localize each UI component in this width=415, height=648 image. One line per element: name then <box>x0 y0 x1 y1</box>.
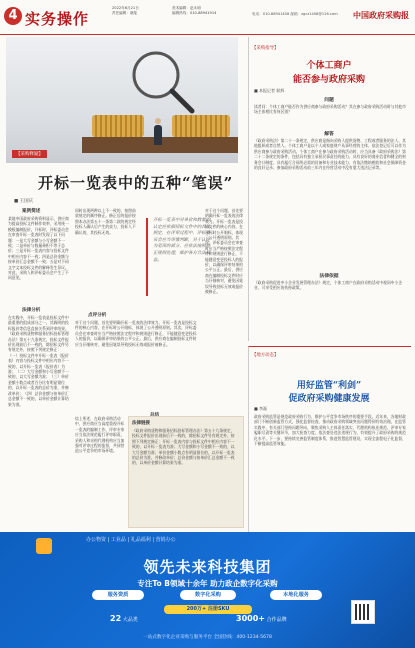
page-header <box>0 0 415 35</box>
body-review: 对于这个问题，首先要明确开标一览表的法律效力。开标一览表是投标文件的核心内容，在开标时公开唱标，体现了公开透明原则。其次，评标委员会在审查时应当严格按照法定程序和规则进行修正，不能随意变更投标人的报价，以确保评审结果的公平公正。最后，供应商在编制投标文件时应当仔细核对，避免因笔误导致投标无效或报价被修正。 <box>75 320 197 347</box>
ad-qr-code <box>351 600 375 624</box>
right-article-byline: ■ 本报记者 耿辉 <box>254 88 285 93</box>
right-article-title-2: 能否参与政府采购 <box>292 75 365 85</box>
magnifier-icon <box>126 45 196 115</box>
right-bottom-title-2: 促政府采购健康发展 <box>288 394 370 404</box>
body-case: 某地中国政府采购资料显示，供应商为提高投标文件制作效率，采用统一模板编制报价。开标时，评标委员会在审查开标一览表时发现了以下问题：一是大写金额与小写金额不一致；二是单价与数量乘积不等于总价；三是开标一览表内容与投标文件中相应内容不一致；四是总价金额与按单价汇总金额不一致；五是对不同文字文本投标文件的解释发生异议。对此，采购人和评标委员会产生了不同意见。 <box>8 216 69 281</box>
right-bottom-tag: 【地方动态】 <box>252 353 279 358</box>
section-number: 4 <box>4 7 22 25</box>
coin-stack-left <box>92 115 144 137</box>
body-review-cont: 对于这个问题，首先要明确开标一览表的法律效力。开标一览表是投标文件的核心内容，在开标时公开唱标，体现了公开透明原则。其次，评标委员会在审查时应当严格按照法定程序和规则进行修正，不能随意变更投标人的报价，以确保评审结果的公平公正。最后，供应商在编制投标文件时应当仔细核对，避免因笔误导致投标无效或报价被修正。 <box>205 208 243 295</box>
design-line: 美术编辑：赵永明 <box>172 6 201 10</box>
law-link-body: 《政府采购货物和服务招标投标管理办法》第五十九条规定，投标文件报价出现前后不一致的，除招标文件另有规定外，按照下列规定修正：开标一览表内容与投标文件中相应内容不一致的，以开标一览表为准；大写金额和小写金额不一致的，以大写金额为准；单价金额小数点有明显错位的，以开标一览表的总价为准，并修改单价；总价金额与按单价汇总金额不一致的，以单价金额计算结果为准。 <box>132 428 235 466</box>
right-subhead-question: 问题 <box>324 98 334 103</box>
coin-stack-right <box>172 115 230 137</box>
right-bottom-byline: ■ 李磊 <box>254 406 268 411</box>
right-bottom-body: 政府采购监管是规范政府采购行为、维护公平竞争市场秩序的重要手段。近年来，各地财政部门不断创新监管方式，强化监督检查，推动政府采购领域突出问题得到有效治理。在监管实践中，有关部门坚持问题导向，聚焦采购人主体责任落实、代理机构执业规范、评审专家履职尽责等关键环节，加大检查力度，依法查处违法违规行为，有效提升了政府采购的规范化水平。下一步，要持续完善监管制度体系，推进智慧监管建设，实现全流程电子化监督，不断提高监管效能。 <box>254 414 406 447</box>
right-bottom-title-1: 用好监管“利剑” <box>296 381 362 391</box>
ad-stat-categories-label: 大品类 <box>122 617 138 623</box>
law-link-title: 法律链接 <box>132 421 150 426</box>
right-body-question: 读者问：个体工商户能否作为供应商参与政府采购活动？其在参与政府采购活动时与其他市场主体相比有何区别？ <box>254 104 406 115</box>
ad-footer: 一站式数字化企业采购与服务平台 全国热线：400-1234-5678 <box>143 635 272 640</box>
body-law-cont: 同时出现两种以上不一致的，按照前款规定的顺序修正。修正后的报价按照本办法第五十一条第二款的规定经投标人确认后产生约束力，投标人不确认的，其投标无效。 <box>75 208 136 235</box>
ad-pill-3[interactable]: 本地化服务 <box>270 590 322 600</box>
ad-subline: 专注To B领域十余年 助力政企数字化采购 <box>137 579 278 588</box>
subhead-case: 案例简述 <box>22 209 41 214</box>
ad-pill-1[interactable]: 服务资质 <box>92 590 144 600</box>
tel-line: 电话：010-88941408 邮箱：zgcz1408@126.com <box>252 12 338 16</box>
ad-logo-icon <box>36 538 52 554</box>
right-body-basis: 《政府采购促进中小企业发展管理办法》规定，个体工商户在政府采购活动中视同中小企业，可享受相应的扶持政策。 <box>254 280 403 291</box>
ad-pill-2[interactable]: 数字化采购 <box>180 590 236 600</box>
ad-stat-categories <box>110 614 138 623</box>
ad-stat-brands-num: 3000+ <box>236 614 265 623</box>
right-body-answer: 《政府采购法》第二十一条规定，供应商是指向采购人提供货物、工程或者服务的法人、其他组织或者自然人。个体工商户是以个人或家庭财产从事经营的主体，依法登记后可以作为供应商参与政府采购活动。个体工商户在参与政府采购活动时，应当具备《政府采购法》第二十二条规定的条件，包括具有独立承担民事责任的能力、具有良好的商业信誉和健全的财务会计制度、具有履行合同所必需的设备和专业技术能力、有依法缴纳税收和社会保障资金的良好记录、参加政府采购活动前三年内在经营活动中没有重大违法记录等。 <box>254 138 406 171</box>
body-summary: 综上所述，在政府采购活动中，供应商应当高度重视开标一览表的编制工作，评审专家应当依法规范履行评审职责，采购人和采购代理机构应当加强对评审过程的监督，共同营造公平竞争的市场环境。 <box>75 416 125 454</box>
ad-stat-brands-label: 合作品牌 <box>266 617 287 623</box>
article-tag: 【采购释疑】 <box>12 150 47 158</box>
newspaper-logo: 中国政府采购报 <box>353 10 409 20</box>
subhead-law: 法律分析 <box>22 308 41 313</box>
section-title: 实务操作 <box>25 10 90 28</box>
ad-top-line: 办公物资 | 工业品 | 礼品福利 | 营销办公 <box>86 537 176 543</box>
article-title: 开标一览表中的五种“笔误” <box>38 174 234 192</box>
article-byline: ■ 王国庆 <box>14 199 34 204</box>
body-law: 在实践中，开标一览表是投标文件中最重要的组成部分之一，其载明的投标报价等信息直接关系到评审结果。《政府采购货物和服务招标投标管理办法》第五十九条规定，投标文件报价出现前后不一致的，除招标文件另有规定外，按照下列规定修正：（一）投标文件中开标一览表（报价表）内容与投标文件中相应内容不一致的，以开标一览表（报价表）为准；（二）大写金额和小写金额不一致的，以大写金额为准；（三）单价金额小数点或者百分比有明显错位的，以开标一览表的总价为准，并修改单价；（四）总价金额与按单价汇总金额不一致的，以单价金额计算结果为准。 <box>8 315 69 407</box>
header-meta-mid <box>172 6 216 16</box>
pull-quote: 开标一览表中对单价和数量的认定应依据招标文件中的具体规定，在评审过程中，评标委员会应当审慎判断，对于认定为笔误的部分，应依法按照修正规则处理，维护各方合法权益。 <box>146 218 211 296</box>
date-line: 2022年6月21日 <box>112 6 139 10</box>
right-article-title-1: 个体工商户 <box>306 61 352 71</box>
article-photo <box>6 37 238 163</box>
businessman-figure <box>154 125 162 145</box>
right-subhead-basis: 法律依据 <box>319 274 339 279</box>
ad-stat-categories-num: 22 <box>110 614 122 623</box>
phone-line: 编辑热线：010-88941914 <box>172 11 217 15</box>
ad-headline: 领先未来科技集团 <box>143 558 272 576</box>
ad-sku-pill: 200万+ 注册SKU <box>164 605 252 614</box>
header-meta-left <box>112 6 139 16</box>
subhead-review: 点评分析 <box>88 313 107 318</box>
ad-stat-brands <box>236 614 287 623</box>
right-article-tag: 【采购指导】 <box>252 46 279 51</box>
right-subhead-answer: 解答 <box>324 132 334 137</box>
editor-line: 责任编辑：晓斐 <box>112 11 138 15</box>
